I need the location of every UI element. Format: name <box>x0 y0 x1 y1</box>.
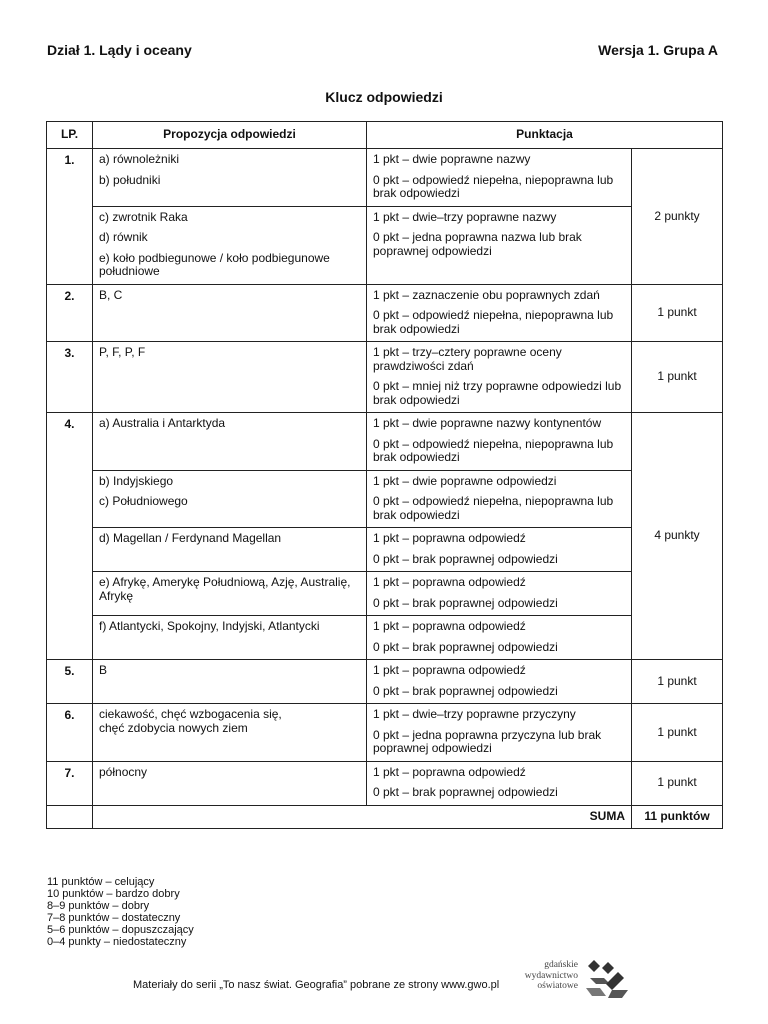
scoring-cell <box>367 206 632 284</box>
scoring-line: 1 pkt – poprawna odpowiedź <box>373 663 526 677</box>
header-lp: LP. <box>47 122 93 149</box>
scoring-cell <box>367 528 632 572</box>
grade-line: 11 punktów – celujący <box>47 876 155 888</box>
table-row <box>47 660 723 704</box>
answer-line: ciekawość, chęć wzbogacenia się, chęć zdobycia nowych ziem <box>99 707 282 735</box>
scoring-line: 1 pkt – dwie poprawne nazwy <box>373 152 531 166</box>
scoring-line: 0 pkt – mniej niż trzy poprawne odpowiedzi lub brak odpowiedzi <box>373 379 622 407</box>
scoring-cell <box>367 342 632 413</box>
answer-line: e) koło podbiegunowe / koło podbiegunowe południowe <box>99 250 330 278</box>
logo-text-line: oświatowe <box>537 981 578 991</box>
scoring-line: 0 pkt – brak poprawnej odpowiedzi <box>373 639 558 654</box>
scoring-line: 1 pkt – zaznaczenie obu poprawnych zdań <box>373 287 600 302</box>
answer-cell <box>93 413 367 471</box>
scoring-line: 0 pkt – odpowiedź niepełna, niepoprawna lub brak odpowiedzi <box>373 494 614 522</box>
answer-cell <box>93 528 367 572</box>
answer-cell <box>93 206 367 284</box>
grade-line: 7–8 punktów – dostateczny <box>47 912 181 924</box>
answer-line: a) równoleżniki <box>99 152 180 166</box>
table-row <box>47 470 723 528</box>
answer-cell <box>93 761 367 805</box>
scoring-line: 0 pkt – odpowiedź niepełna, niepoprawna lub brak odpowiedzi <box>373 308 614 336</box>
table-row <box>47 149 723 207</box>
footer-note: Materiały do serii „To nasz świat. Geografia” pobrane ze strony www.gwo.pl <box>133 979 500 991</box>
points-cell: 1 punkt <box>632 284 723 342</box>
scoring-cell <box>367 149 632 207</box>
table-row <box>47 761 723 805</box>
points-cell: 4 punkty <box>632 413 723 660</box>
scoring-line: 1 pkt – poprawna odpowiedź <box>373 531 526 545</box>
scoring-line: 1 pkt – poprawna odpowiedź <box>373 764 526 779</box>
table-row <box>47 284 723 342</box>
scoring-cell <box>367 470 632 528</box>
logo-text-line: gdańskie <box>544 960 578 970</box>
answer-cell <box>93 342 367 413</box>
answer-line: b) południki <box>99 172 161 187</box>
table-row <box>47 616 723 660</box>
row-number: 4. <box>47 413 93 660</box>
answer-line: B <box>99 663 108 677</box>
row-number: 2. <box>47 284 93 342</box>
grading-scale <box>47 876 194 948</box>
grade-line: 0–4 punkty – niedostateczny <box>47 936 187 948</box>
answer-cell <box>93 284 367 342</box>
table-row <box>47 704 723 762</box>
grade-line: 5–6 punktów – dopuszczający <box>47 924 194 936</box>
answer-cell <box>93 616 367 660</box>
answer-line: c) zwrotnik Raka <box>99 209 188 224</box>
page-title: Klucz odpowiedzi <box>325 89 443 105</box>
sum-value: 11 punktów <box>632 805 723 828</box>
scoring-line: 0 pkt – jedna poprawna nazwa lub brak poprawnej odpowiedzi <box>373 230 582 258</box>
points-cell: 1 punkt <box>632 704 723 762</box>
scoring-line: 0 pkt – odpowiedź niepełna, niepoprawna lub brak odpowiedzi <box>373 172 614 200</box>
scoring-line: 0 pkt – brak poprawnej odpowiedzi <box>373 785 558 799</box>
answer-cell <box>93 470 367 528</box>
points-cell: 1 punkt <box>632 761 723 805</box>
answer-line: e) Afrykę, Amerykę Południową, Azję, Australię, Afrykę <box>99 575 351 603</box>
logo-text-line: wydawnictwo <box>524 970 578 981</box>
sum-label: SUMA <box>93 805 632 828</box>
answer-cell <box>93 572 367 616</box>
scoring-line: 1 pkt – dwie poprawne odpowiedzi <box>373 473 557 488</box>
answer-cell <box>93 704 367 762</box>
publisher-logo <box>518 958 638 1002</box>
row-number: 1. <box>47 149 93 285</box>
answer-line: d) Magellan / Ferdynand Magellan <box>99 531 282 545</box>
scoring-line: 0 pkt – odpowiedź niepełna, niepoprawna lub brak odpowiedzi <box>373 436 614 464</box>
answer-line: a) Australia i Antarktyda <box>99 416 226 430</box>
row-number: 6. <box>47 704 93 762</box>
scoring-cell <box>367 413 632 471</box>
table-header-row <box>47 122 723 149</box>
scoring-line: 0 pkt – brak poprawnej odpowiedzi <box>373 683 558 698</box>
scoring-cell <box>367 572 632 616</box>
answer-key-table <box>46 121 723 829</box>
table-row <box>47 206 723 284</box>
scoring-cell <box>367 761 632 805</box>
grade-line: 10 punktów – bardzo dobry <box>47 888 180 900</box>
table-row <box>47 413 723 471</box>
chapter-title: Dział 1. Lądy i oceany <box>47 42 192 58</box>
row-number: 3. <box>47 342 93 413</box>
points-cell: 1 punkt <box>632 660 723 704</box>
grade-line: 8–9 punktów – dobry <box>47 900 150 912</box>
answer-line: B, C <box>99 287 123 302</box>
scoring-line: 1 pkt – trzy–cztery poprawne oceny prawdziwości zdań <box>373 345 562 373</box>
sum-empty-cell <box>47 805 93 828</box>
answer-line: d) równik <box>99 230 148 244</box>
scoring-line: 0 pkt – brak poprawnej odpowiedzi <box>373 551 558 566</box>
table-body <box>47 149 723 829</box>
answer-line: północny <box>99 764 148 779</box>
scoring-cell <box>367 284 632 342</box>
scoring-cell <box>367 660 632 704</box>
version-label: Wersja 1. Grupa A <box>598 42 718 58</box>
table-row <box>47 572 723 616</box>
scoring-cell <box>367 616 632 660</box>
answer-cell <box>93 660 367 704</box>
scoring-line: 1 pkt – poprawna odpowiedź <box>373 619 526 633</box>
table-row <box>47 342 723 413</box>
points-cell: 2 punkty <box>632 149 723 285</box>
scoring-line: 1 pkt – dwie–trzy poprawne nazwy <box>373 209 557 224</box>
row-number: 7. <box>47 761 93 805</box>
gwo-logo-icon <box>582 958 632 1000</box>
points-cell: 1 punkt <box>632 342 723 413</box>
table-row <box>47 528 723 572</box>
scoring-line: 0 pkt – brak poprawnej odpowiedzi <box>373 595 558 610</box>
header-answer: Propozycja odpowiedzi <box>93 122 367 149</box>
scoring-cell <box>367 704 632 762</box>
header-score: Punktacja <box>367 122 723 149</box>
answer-cell <box>93 149 367 207</box>
sum-row <box>47 805 723 828</box>
row-number: 5. <box>47 660 93 704</box>
scoring-line: 1 pkt – dwie–trzy poprawne przyczyny <box>373 707 576 721</box>
answer-line: P, F, P, F <box>99 345 146 359</box>
answer-line: b) Indyjskiego <box>99 473 174 488</box>
scoring-line: 0 pkt – jedna poprawna przyczyna lub brak poprawnej odpowiedzi <box>373 727 602 755</box>
scoring-line: 1 pkt – dwie poprawne nazwy kontynentów <box>373 416 602 430</box>
answer-line: c) Południowego <box>99 494 188 508</box>
scoring-line: 1 pkt – poprawna odpowiedź <box>373 575 526 589</box>
publisher-logo-text <box>518 960 578 992</box>
answer-line: f) Atlantycki, Spokojny, Indyjski, Atlantycki <box>99 619 320 633</box>
